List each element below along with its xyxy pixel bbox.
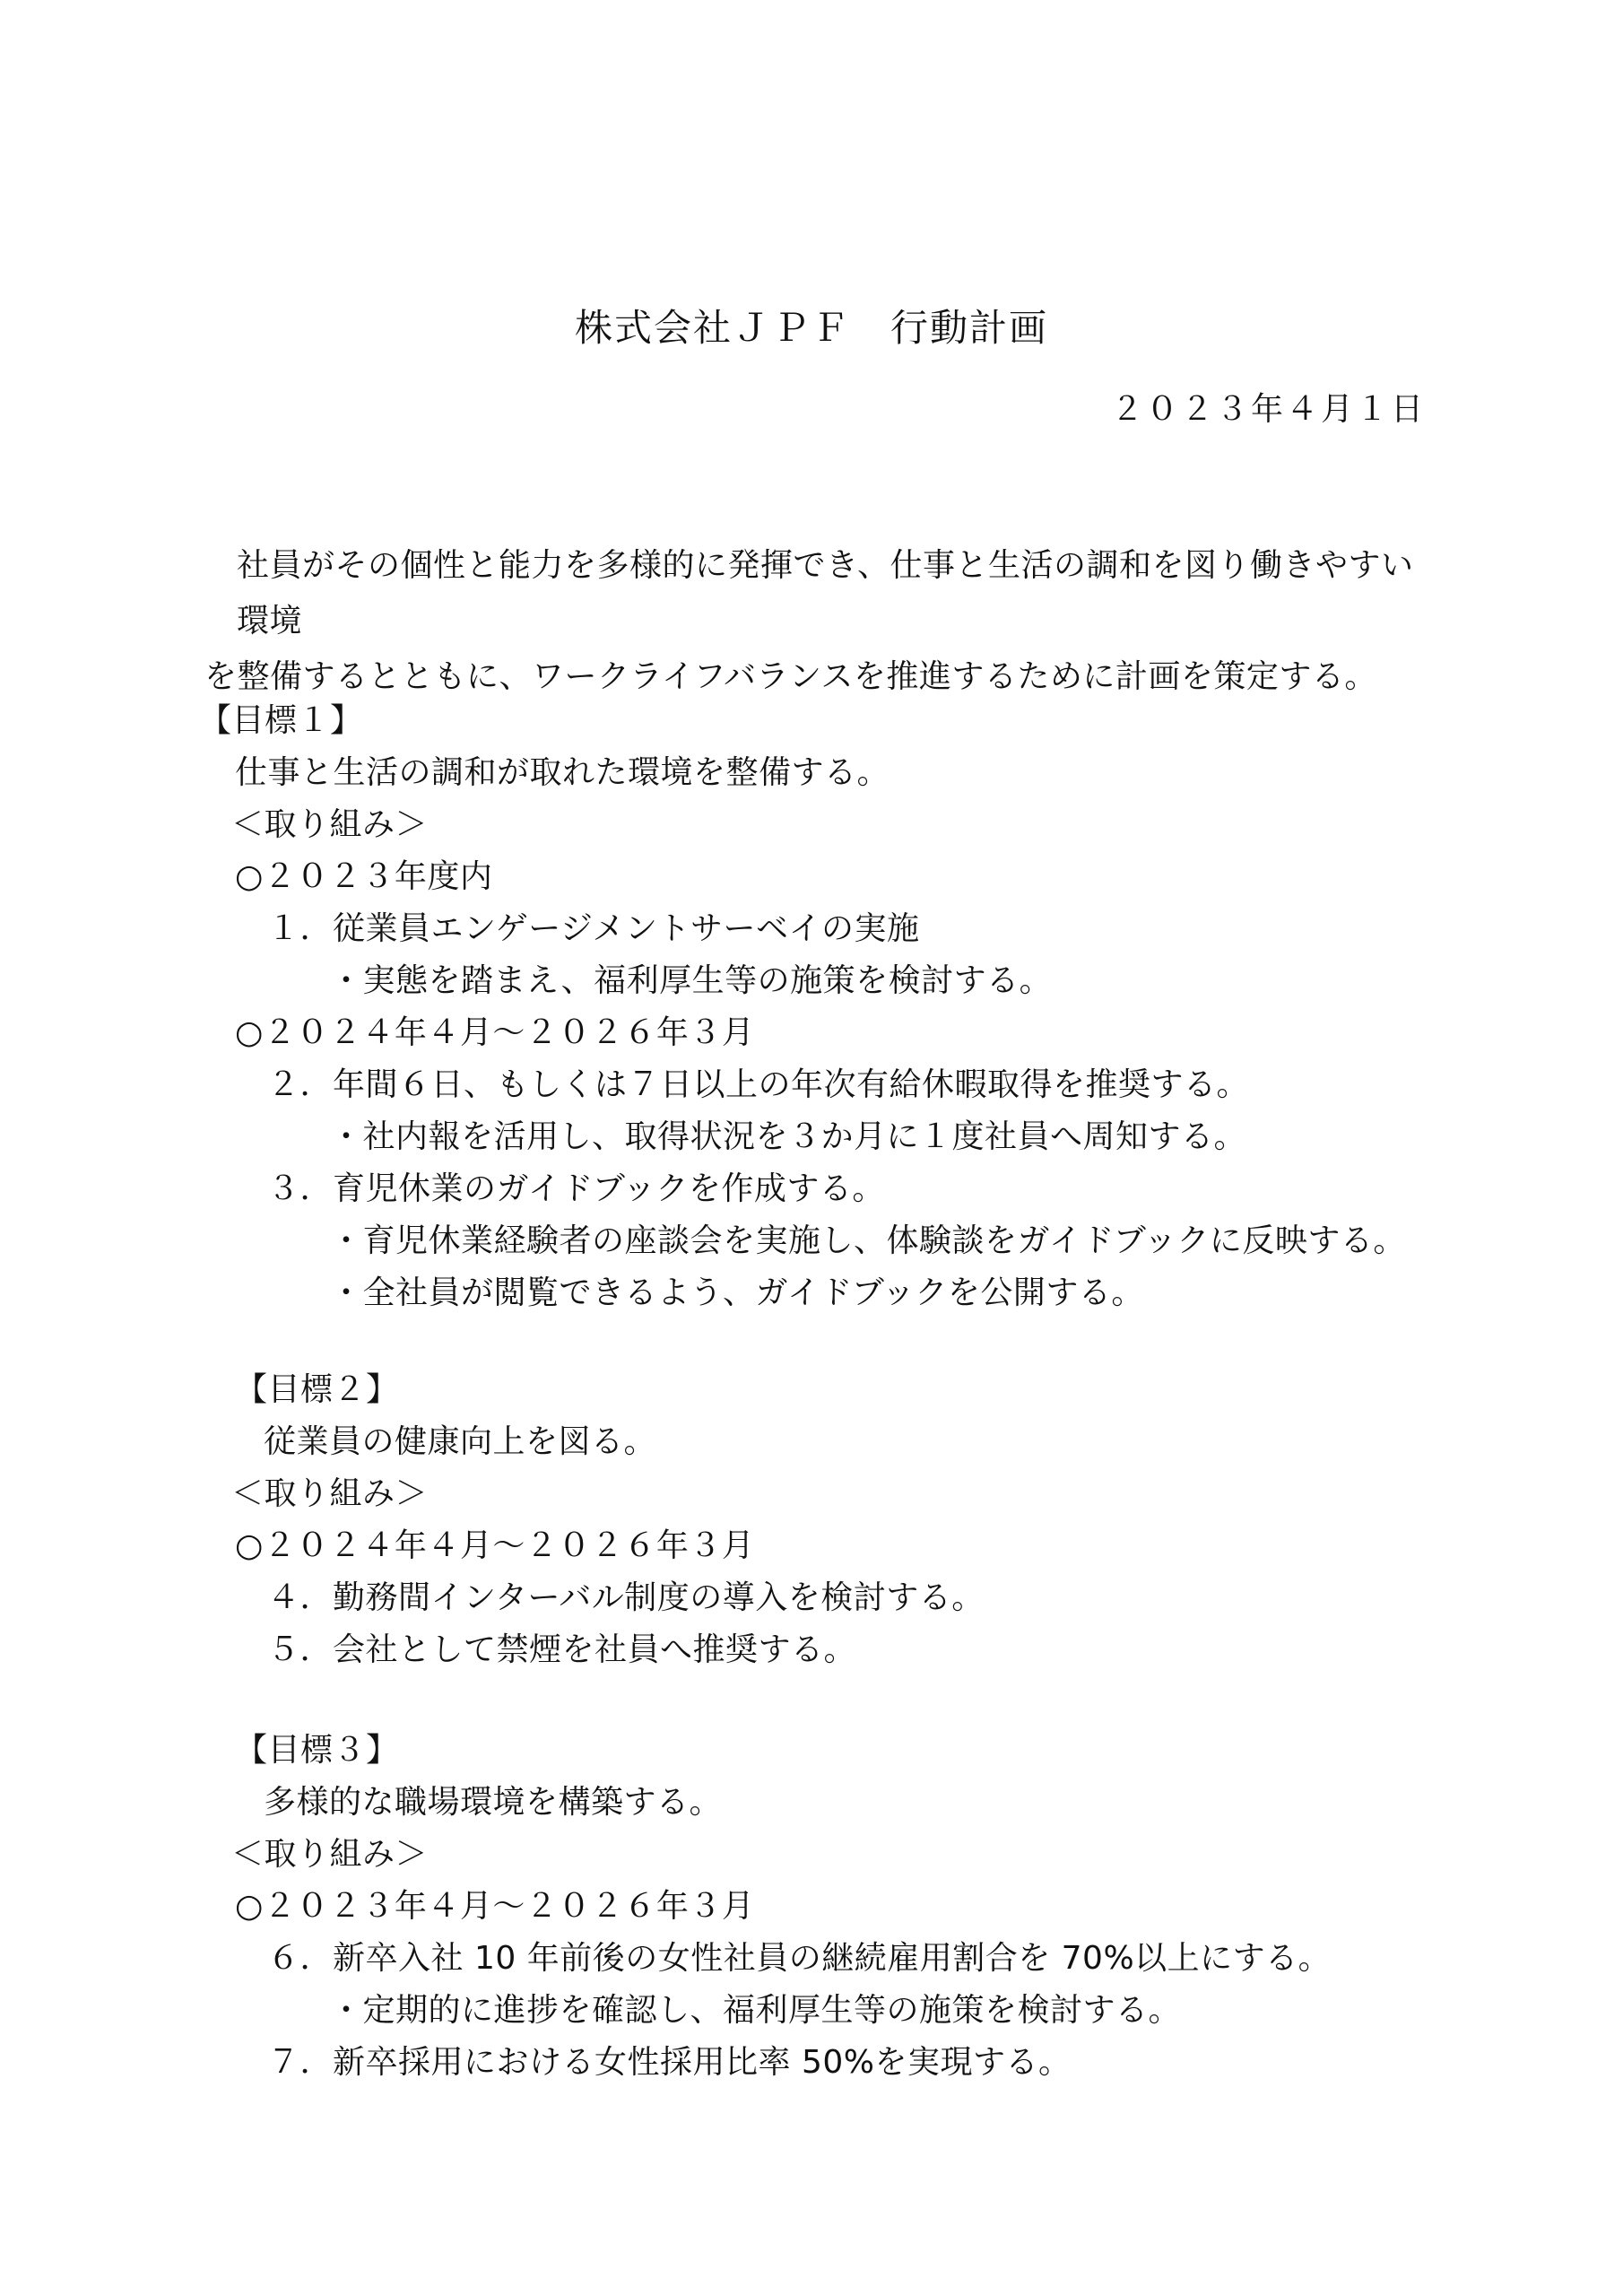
goal1-item-1-sub-1: ・実態を踏まえ、福利厚生等の施策を検討する。: [330, 962, 1053, 999]
goal1-item-1: １．従業員エンゲージメントサーベイの実施: [267, 910, 920, 947]
goal1-item-2-sub-1: ・社内報を活用し、取得状況を３か月に１度社員へ周知する。: [330, 1118, 1247, 1155]
goal3-item-6-sub-1: ・定期的に進捗を確認し、福利厚生等の施策を検討する。: [330, 1992, 1182, 2029]
goal2-statement: 従業員の健康向上を図る。: [264, 1423, 657, 1460]
goal2-period-1: ○２０２４年４月～２０２６年３月: [235, 1527, 755, 1564]
goal2-torikumi: ＜取り組み＞: [231, 1475, 429, 1512]
document-date: ２０２３年４月１日: [1110, 391, 1426, 428]
goal1-item-3-sub-1: ・育児休業経験者の座談会を実施し、体験談をガイドブックに反映する。: [330, 1222, 1406, 1259]
goal1-period-2: ○２０２４年４月～２０２６年３月: [235, 1014, 755, 1051]
goal2-item-5: ５．会社として禁煙を社員へ推奨する。: [267, 1631, 857, 1668]
goal1-period-1: ○２０２３年度内: [235, 858, 493, 895]
goal1-statement: 仕事と生活の調和が取れた環境を整備する。: [235, 754, 890, 791]
goal3-torikumi: ＜取り組み＞: [231, 1836, 429, 1873]
goal3-statement: 多様的な職場環境を構築する。: [264, 1784, 723, 1821]
goal3-item-6: ６．新卒入社 10 年前後の女性社員の継続雇用割合を 70%以上にする。: [267, 1940, 1332, 1977]
goal1-torikumi: ＜取り組み＞: [231, 806, 429, 843]
intro-line-1: 社員がその個性と能力を多様的に発揮でき、仕事と生活の調和を図り働きやすい環境: [237, 547, 1414, 639]
goal3-item-7: ７．新卒採用における女性採用比率 50%を実現する。: [267, 2044, 1072, 2081]
goal1-item-3: ３．育児休業のガイドブックを作成する。: [267, 1170, 885, 1207]
intro-paragraph: [204, 538, 1442, 705]
goal1-item-2: ２．年間６日、もしくは７日以上の年次有給休暇取得を推奨する。: [267, 1066, 1250, 1103]
goal1-heading: 【目標１】: [199, 702, 363, 739]
goal2-item-4: ４．勤務間インターバル制度の導入を検討する。: [267, 1579, 985, 1616]
goal2-heading: 【目標２】: [235, 1371, 399, 1408]
goal3-heading: 【目標３】: [235, 1732, 399, 1769]
intro-line-2: を整備するとともに、ワークライフバランスを推進するために計画を策定する。: [204, 658, 1377, 695]
goal1-item-3-sub-2: ・全社員が閲覧できるよう、ガイドブックを公開する。: [330, 1274, 1144, 1311]
goal3-period-1: ○２０２３年４月～２０２６年３月: [235, 1888, 755, 1925]
document-title: 株式会社ＪＰＦ 行動計画: [574, 306, 1048, 350]
